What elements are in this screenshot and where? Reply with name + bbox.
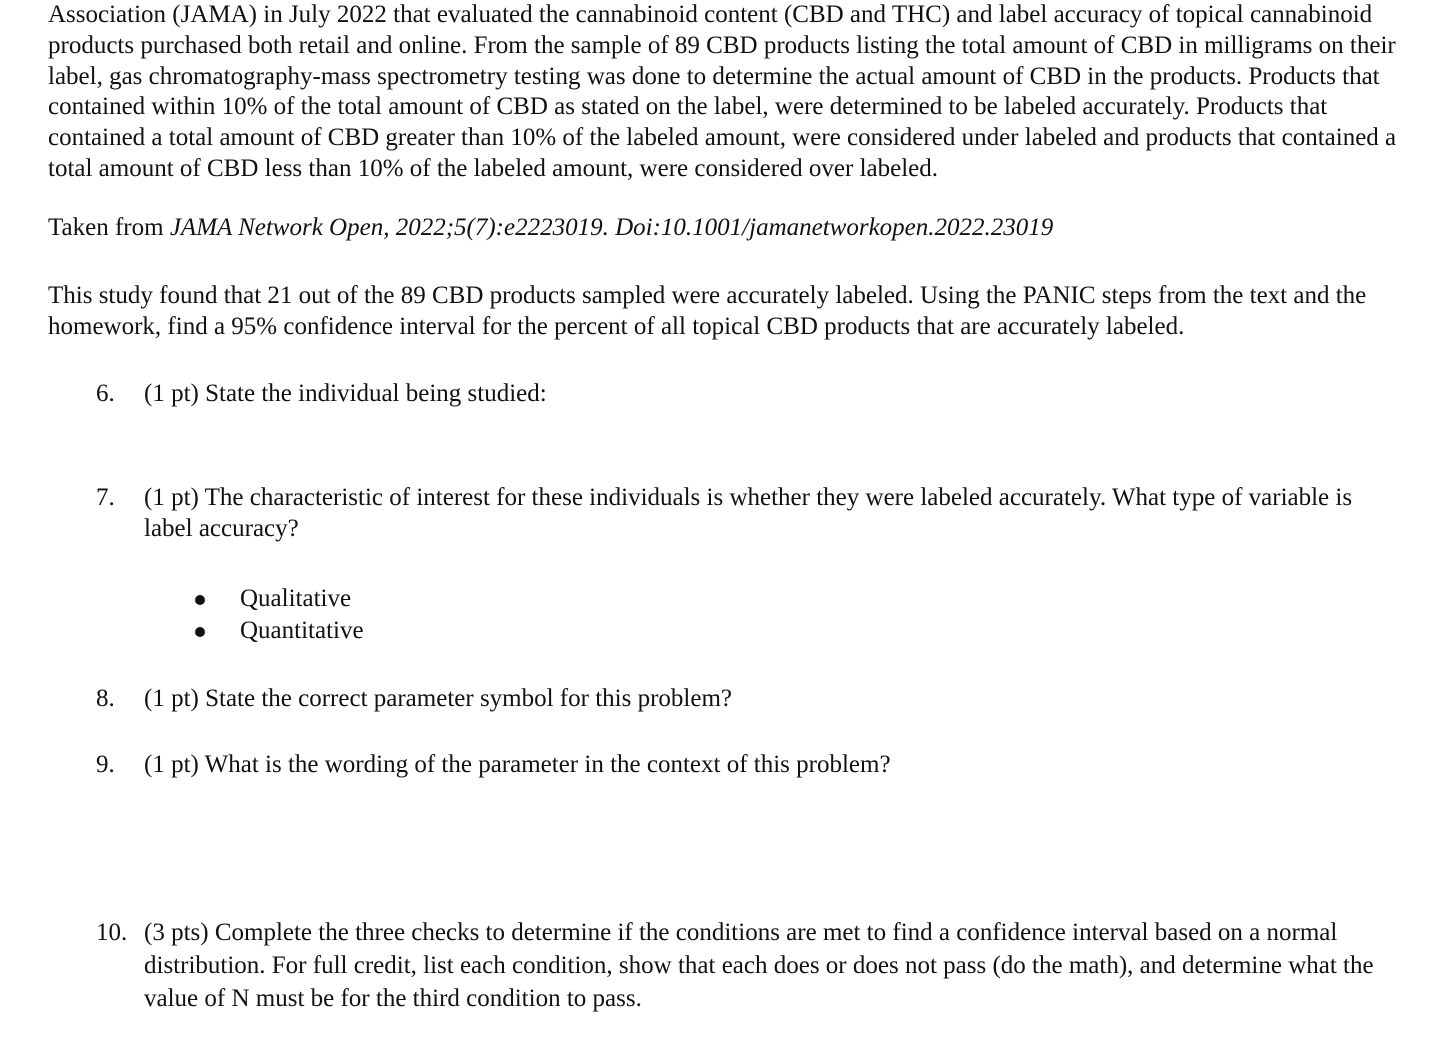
- option-label: Qualitative: [240, 585, 352, 612]
- bullet-icon: [195, 595, 205, 605]
- question-number: 7.: [96, 484, 115, 511]
- question-number: 8.: [96, 685, 115, 712]
- question-text: (1 pt) The characteristic of interest for these individuals is whether they were labeled accurately. What type of variable is label accuracy?: [144, 484, 1353, 542]
- question-7: [96, 483, 1386, 545]
- option-label: Quantitative: [240, 617, 364, 644]
- answer-options: [190, 584, 364, 648]
- option-quantitative[interactable]: [190, 616, 364, 648]
- question-9: [96, 750, 1386, 781]
- question-text: (1 pt) State the correct parameter symbol for this problem?: [144, 685, 732, 712]
- question-6: [96, 379, 1386, 410]
- citation: [48, 213, 1053, 244]
- intro-paragraph: [48, 0, 1418, 185]
- citation-prefix: Taken from: [48, 214, 170, 241]
- question-number: 10.: [96, 919, 128, 946]
- option-qualitative[interactable]: [190, 584, 364, 616]
- study-paragraph: [48, 281, 1418, 343]
- bullet-icon: [195, 627, 205, 637]
- question-8: [96, 684, 1386, 715]
- question-number: 9.: [96, 751, 115, 778]
- question-10: [96, 916, 1386, 1015]
- study-text: This study found that 21 out of the 89 CBD products sampled were accurately labeled. Using the PANIC steps from the text and the homework, find a 95% confidence interval for the percent of all topical CBD products that are accurately labeled.: [48, 282, 1367, 340]
- citation-source: JAMA Network Open, 2022;5(7):e2223019. Doi:10.1001/jamanetworkopen.2022.23019: [169, 214, 1054, 241]
- intro-text: Association (JAMA) in July 2022 that evaluated the cannabinoid content (CBD and THC) and label accuracy of topical cannabinoid products purchased both retail and online. From the sample of 89 CBD products listing the total amount of CBD in milligrams on their label, gas chromatography-mass spectrometry testing was done to determine the actual amount of CBD in the products. Products that contained within 10% of the total amount of CBD as stated on the label, were determined to be labeled accurately. Products that contained a total amount of CBD greater than 10% of the labeled amount, were considered under labeled and products that contained a total amount of CBD less than 10% of the labeled amount, were considered over labeled.: [48, 1, 1397, 182]
- question-text: (3 pts) Complete the three checks to determine if the conditions are met to find a confidence interval based on a normal distribution. For full credit, list each condition, show that each does or does not pass (do the math), and determine what the value of N must be for the third condition to pass.: [144, 919, 1374, 1012]
- question-text: (1 pt) What is the wording of the parameter in the context of this problem?: [144, 751, 891, 778]
- question-text: (1 pt) State the individual being studied:: [144, 380, 547, 407]
- question-number: 6.: [96, 380, 115, 407]
